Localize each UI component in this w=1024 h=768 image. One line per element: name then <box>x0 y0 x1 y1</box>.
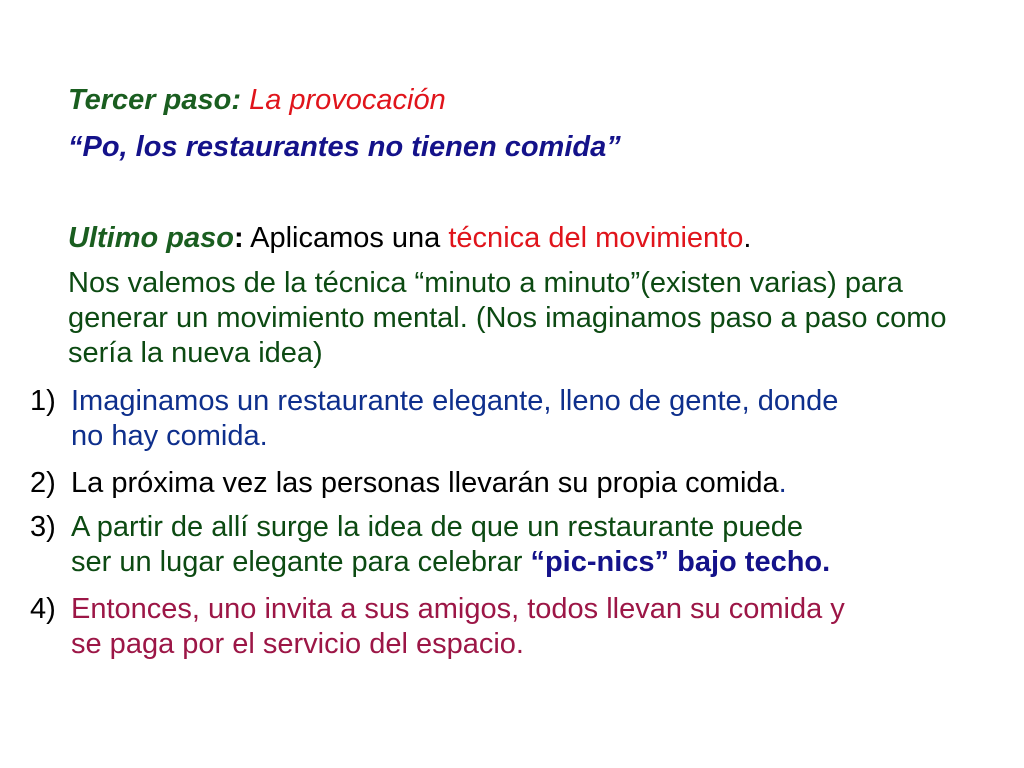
list-item-number: 2) <box>30 467 56 499</box>
last-step-line <box>68 221 751 256</box>
list-item <box>30 384 990 454</box>
list-item-text: ser un lugar elegante para celebrar <box>71 546 531 578</box>
step3-line <box>68 83 446 118</box>
list-item-end: . <box>778 467 787 499</box>
list-item <box>30 466 990 501</box>
list-item-line: se paga por el servicio del espacio. <box>71 628 524 660</box>
technique-paragraph: Nos valemos de la técnica “minuto a minuto”(existen varias) para generar un movimiento mental. (Nos imaginamos paso a paso como sería la nueva idea) <box>68 267 947 369</box>
step3-label: Tercer paso: <box>68 84 241 116</box>
list-item-line <box>30 466 990 501</box>
list-item-line: Imaginamos un restaurante elegante, lleno de gente, donde <box>71 385 839 417</box>
list-item <box>30 510 990 580</box>
last-step-text: Aplicamos una <box>243 222 449 254</box>
list-item-line <box>30 545 990 580</box>
step3-value: La provocación <box>249 84 446 116</box>
last-step-highlight: técnica del movimiento <box>448 222 744 254</box>
list-item-line: A partir de allí surge la idea de que un restaurante puede <box>71 511 803 543</box>
list-item-line: Entonces, uno invita a sus amigos, todos llevan su comida y <box>71 593 845 625</box>
last-step-end: . <box>743 222 752 254</box>
list-item-number: 4) <box>30 593 56 625</box>
list-item-bold: “pic-nics” bajo techo. <box>530 546 831 578</box>
list-item <box>30 592 990 662</box>
list-item-number: 3) <box>30 511 56 543</box>
list-item-text: La próxima vez las personas llevarán su propia comida <box>71 467 779 499</box>
last-step-label: Ultimo paso <box>68 222 234 254</box>
list-item-number: 1) <box>30 385 56 417</box>
list-item-line: no hay comida. <box>71 420 268 452</box>
quote-line: “Po, los restaurantes no tienen comida” <box>68 131 621 163</box>
last-step-colon: : <box>233 222 244 254</box>
